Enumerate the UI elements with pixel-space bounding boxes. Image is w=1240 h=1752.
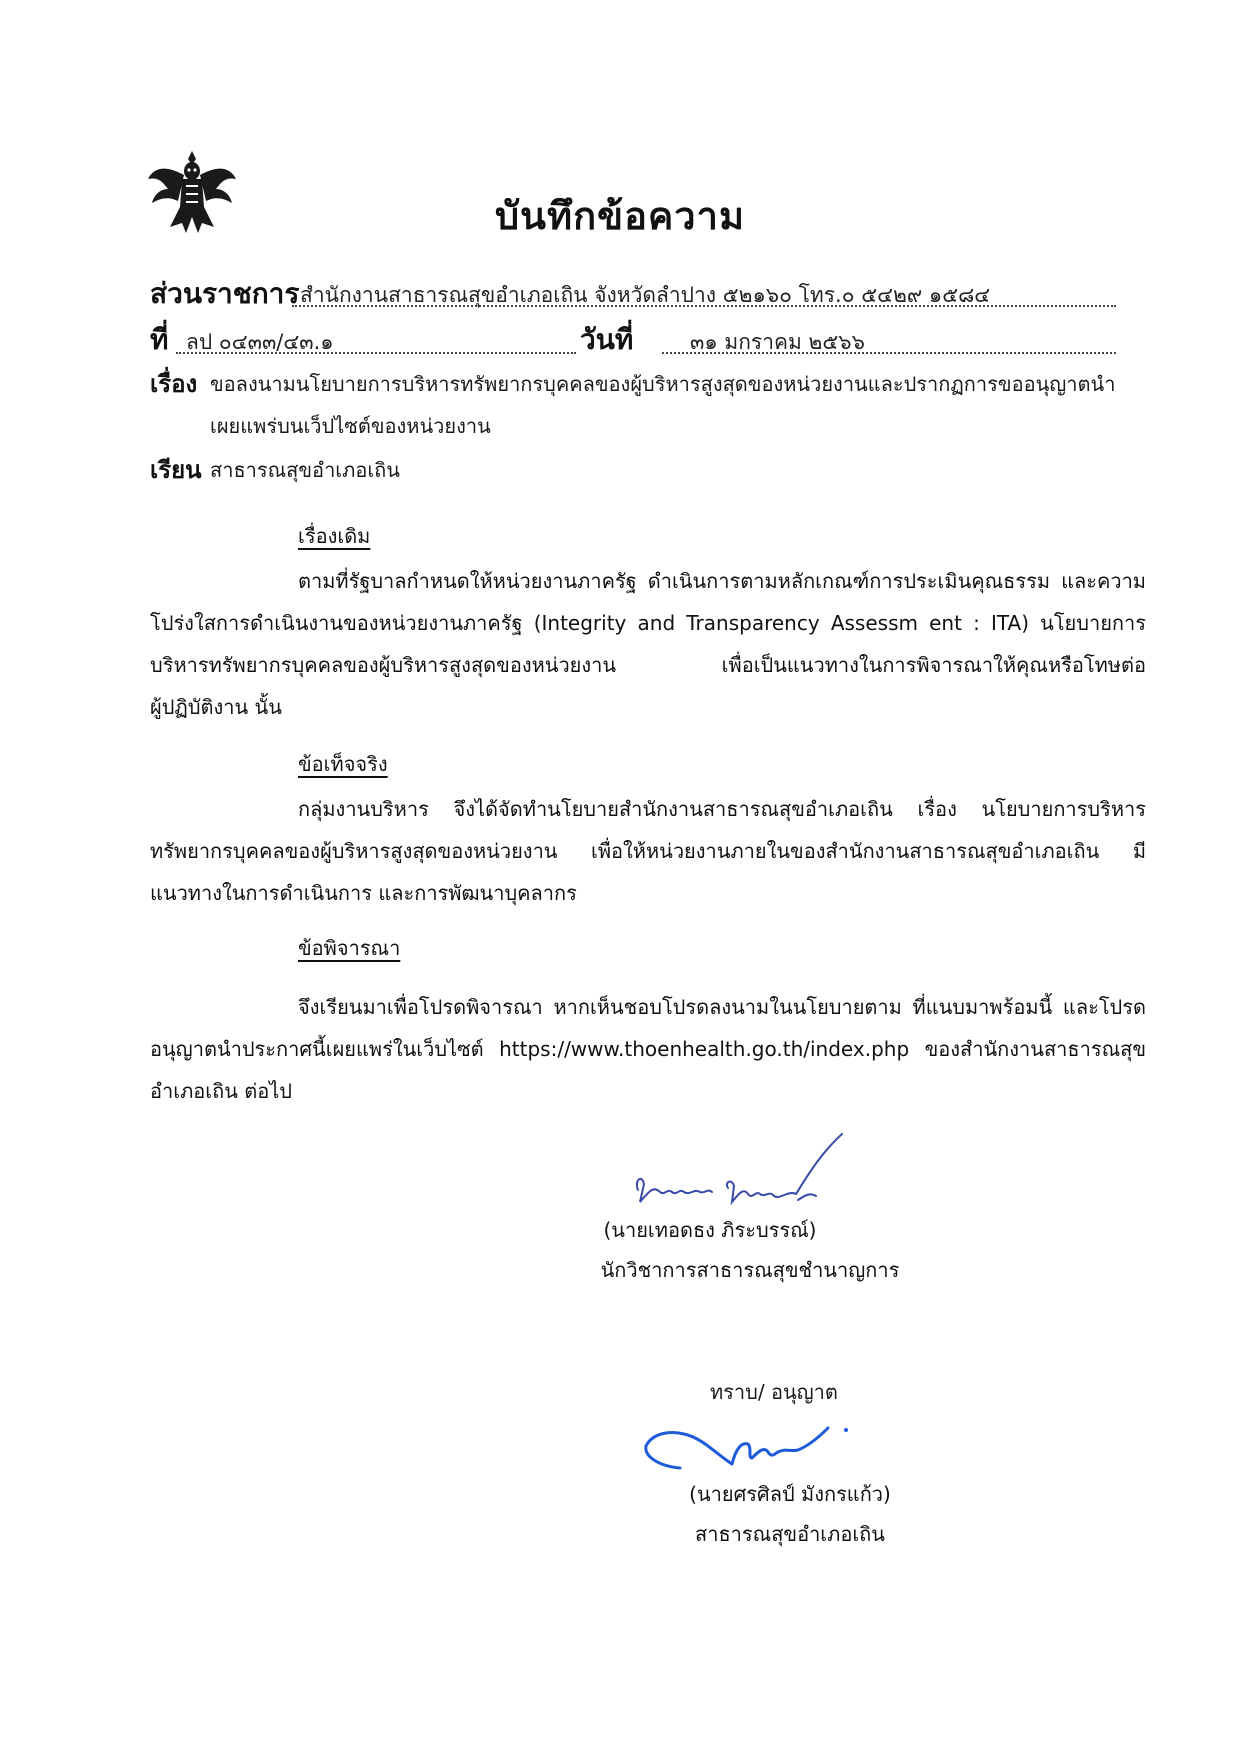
reference-value: ลป ๐๔๓๓/๔๓.๑	[186, 330, 334, 354]
date-value: ๓๑ มกราคม ๒๕๖๖	[690, 330, 865, 354]
reference-dotted-line	[176, 352, 576, 354]
signatory-position: นักวิชาการสาธารณสุขชำนาญการ	[600, 1258, 900, 1282]
department-value: สำนักงานสาธารณสุขอำเภอเถิน จังหวัดลำปาง ๕๒๑๖๐ โทร.๐ ๕๔๒๙ ๑๕๘๔	[300, 283, 991, 307]
consideration-line: จึงเรียนมาเพื่อโปรดพิจารณา หากเห็นชอบโปรดลงนามในนโยบายตาม ที่แนบมาพร้อมนี้ และโปรด	[298, 995, 1146, 1019]
background-line: ตามที่รัฐบาลกำหนดให้หน่วยงานภาครัฐ ดำเนินการตามหลักเกณฑ์การประเมินคุณธรรม และความ	[298, 569, 1146, 593]
subject-line-1: ขอลงนามนโยบายการบริหารทรัพยากรบุคคลของผู้บริหารสูงสุดของหน่วยงานและปรากฏการขออนุญาตนำ	[210, 372, 1116, 396]
department-label: ส่วนราชการ	[150, 277, 300, 310]
approval-position: สาธารณสุขอำเภอเถิน	[695, 1522, 885, 1546]
background-line: ผู้ปฏิบัติงาน นั้น	[150, 695, 282, 719]
date-dotted-line	[662, 352, 1116, 354]
approval-note: ทราบ/ อนุญาต	[710, 1380, 838, 1404]
consideration-line: อำเภอเถิน ต่อไป	[150, 1079, 293, 1103]
recipient-label: เรียน	[150, 456, 202, 484]
subject-line-2: เผยแพร่บนเว็ปไซต์ของหน่วยงาน	[210, 414, 491, 438]
signatory-signature	[620, 1130, 860, 1220]
background-line: โปร่งใสการดำเนินงานของหน่วยงานภาครัฐ (Integrity and Transparency Assessm ent : ITA) นโยบายการ	[150, 611, 1146, 635]
facts-heading: ข้อเท็จจริง	[298, 752, 388, 776]
department-dotted-line	[292, 305, 1116, 307]
facts-line: ทรัพยากรบุคคลของผู้บริหารสูงสุดของหน่วยงาน เพื่อให้หน่วยงานภายในของสำนักงานสาธารณสุขอำเภอเถิน มี	[150, 839, 1146, 863]
subject-label: เรื่อง	[150, 370, 198, 398]
consideration-line: อนุญาตนำประกาศนี้เผยแพร่ในเว็บไซต์ https://www.thoenhealth.go.th/index.php ของสำนักงานสาธารณสุข	[150, 1037, 1146, 1061]
background-heading: เรื่องเดิม	[298, 524, 371, 548]
background-line: บริหารทรัพยากรบุคคลของผู้บริหารสูงสุดของหน่วยงาน เพื่อเป็นแนวทางในการพิจารณาให้คุณหรือโทษต่อ	[150, 653, 1146, 677]
document-title: บันทึกข้อความ	[494, 194, 746, 238]
consideration-heading: ข้อพิจารณา	[298, 936, 401, 960]
approval-name: (นายศรศิลป์ มังกรแก้ว)	[689, 1482, 891, 1506]
date-label: วันที่	[580, 323, 634, 356]
recipient-value: สาธารณสุขอำเภอเถิน	[210, 458, 400, 482]
approval-signature	[640, 1408, 870, 1488]
facts-line: กลุ่มงานบริหาร จึงได้จัดทำนโยบายสำนักงานสาธารณสุขอำเภอเถิน เรื่อง นโยบายการบริหาร	[298, 797, 1146, 821]
reference-label: ที่	[150, 323, 169, 356]
facts-line: แนวทางในการดำเนินการ และการพัฒนาบุคลากร	[150, 881, 577, 905]
signatory-name: (นายเทอดธง ภิระบรรณ์)	[603, 1218, 817, 1242]
